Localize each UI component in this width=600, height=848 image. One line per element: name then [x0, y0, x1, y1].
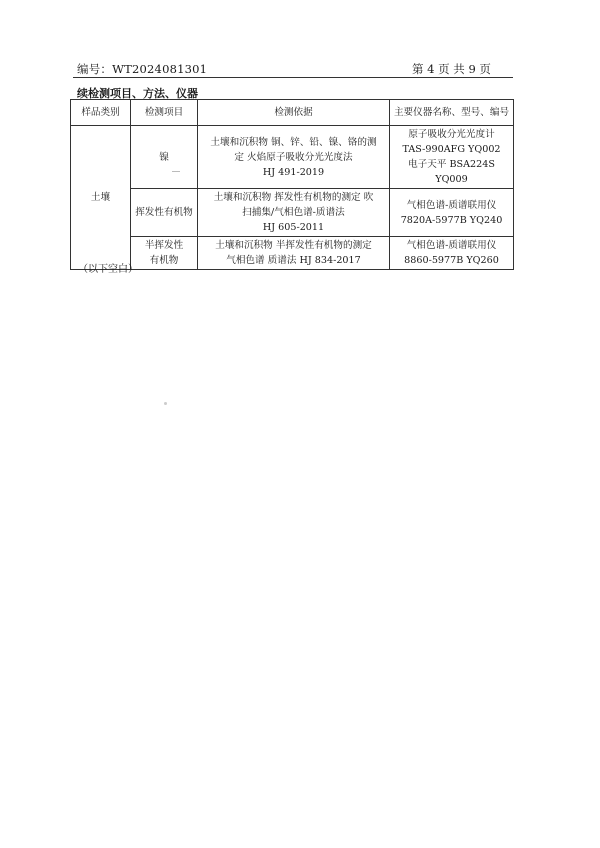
table-row	[71, 126, 514, 189]
report-number-value: WT2024081301	[112, 62, 208, 76]
blank-below-note: （以下空白）	[78, 264, 138, 275]
scan-speck	[164, 402, 167, 405]
detection-methods-table	[70, 99, 514, 270]
instrument-line: 原子吸收分光光度计	[408, 129, 495, 140]
header-divider	[73, 77, 513, 78]
scan-speck	[172, 171, 180, 172]
test-item-cell: 镍	[131, 126, 198, 189]
header-test-basis: 检测依据	[198, 100, 390, 126]
instrument-line: 气相色谱-质谱联用仪	[406, 199, 497, 211]
test-item-cell: 挥发性有机物	[131, 189, 198, 237]
instrument-cell	[390, 189, 514, 237]
item-line: 半挥发性	[144, 240, 184, 251]
header-test-item: 检测项目	[131, 100, 198, 126]
instrument-line: 8860-5977B YQ260	[404, 255, 499, 266]
sample-category-cell: 土壤	[71, 126, 131, 270]
test-item-cell	[131, 237, 198, 270]
basis-line: 扫捕集/气相色谱-质谱法	[242, 207, 345, 218]
instrument-line: TAS-990AFG YQ002	[402, 144, 501, 155]
basis-line: 土壤和沉积物 挥发性有机物的测定 吹	[213, 192, 374, 203]
table-row	[71, 189, 514, 237]
basis-line: 定 火焰原子吸收分光光度法	[234, 151, 353, 163]
test-basis-cell	[198, 126, 390, 189]
basis-line: 土壤和沉积物 铜、锌、铅、镍、铬的测	[210, 136, 377, 148]
page-indicator: 第 4 页 共 9 页	[412, 62, 491, 76]
basis-line: 土壤和沉积物 半挥发性有机物的测定	[215, 240, 372, 251]
instrument-line: 电子天平 BSA224S YQ009	[408, 159, 495, 185]
instrument-line: 7820A-5977B YQ240	[400, 214, 503, 226]
basis-line: 气相色谱 质谱法 HJ 834-2017	[226, 255, 361, 266]
instrument-cell	[390, 237, 514, 270]
header-instrument: 主要仪器名称、型号、编号	[390, 100, 514, 126]
test-basis-cell	[198, 237, 390, 270]
header-sample-category: 样品类别	[71, 100, 131, 126]
basis-line: HJ 605-2011	[262, 222, 325, 233]
basis-line: HJ 491-2019	[262, 166, 325, 178]
item-line: 有机物	[149, 255, 179, 266]
test-basis-cell	[198, 189, 390, 237]
report-number	[77, 61, 207, 77]
table-header-row	[71, 100, 514, 126]
report-number-label: 编号：	[77, 62, 113, 76]
instrument-line: 气相色谱-质谱联用仪	[406, 240, 497, 251]
section-title: 续检测项目、方法、仪器	[77, 87, 198, 100]
instrument-cell	[390, 126, 514, 189]
